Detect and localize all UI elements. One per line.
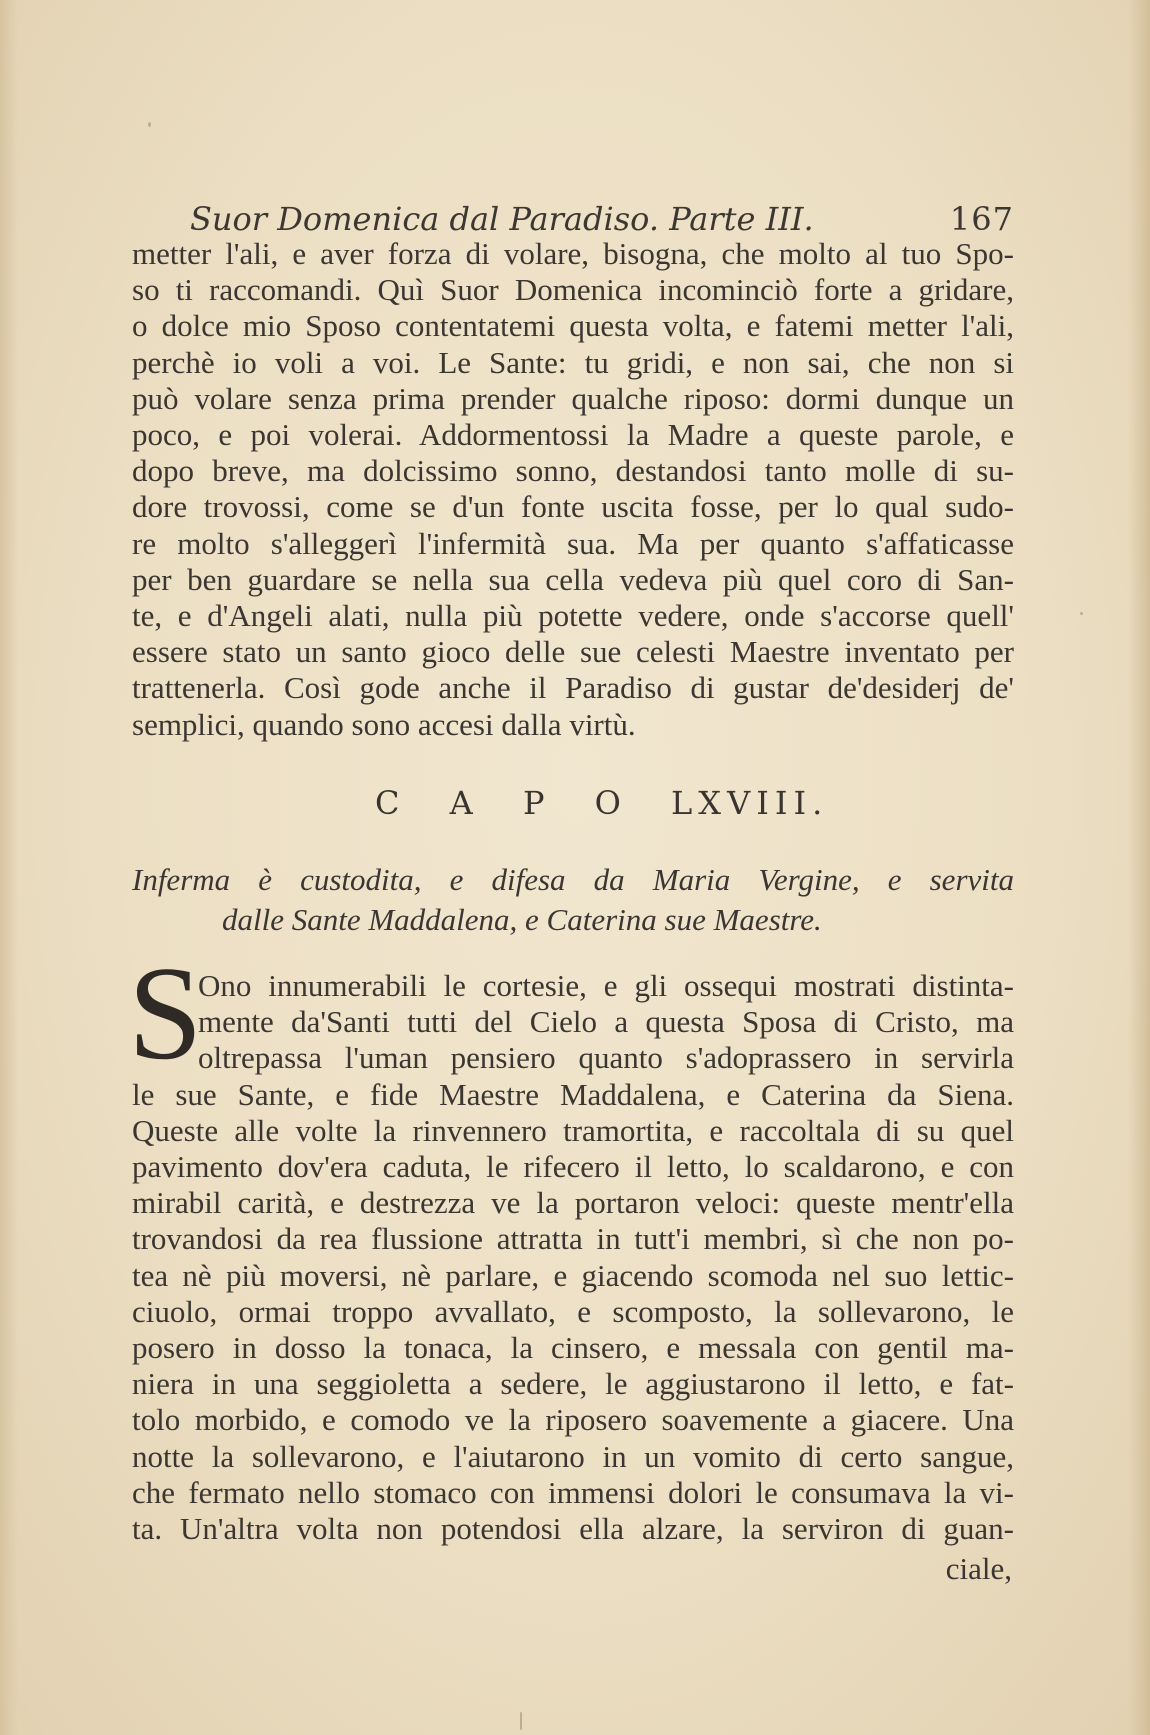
text-line: mente da'Santi tutti del Cielo a questa Sposa di Cristo, ma <box>198 1004 1014 1040</box>
text-line: essere stato un santo gioco delle sue celesti Maestre inventato per <box>132 634 1014 670</box>
text-line: re molto s'alleggerì l'infermità sua. Ma per quanto s'affaticasse <box>132 525 1014 561</box>
subtitle-line: Inferma è custodita, e difesa da Maria Vergine, e servita <box>132 862 1014 897</box>
catchword: ciale, <box>945 1551 1012 1586</box>
running-head <box>190 200 1014 238</box>
text-line: niera in una seggioletta a sedere, le aggiustarono il letto, e fat- <box>132 1366 1014 1402</box>
text-line: ciuolo, ormai troppo avvallato, e scomposto, la sollevarono, le <box>132 1293 1014 1329</box>
paper-speck <box>520 1712 522 1730</box>
chapter-heading: C A P O LXVIII. <box>375 784 829 822</box>
text-line: perchè io voli a voi. Le Sante: tu gridi, e non sai, che non si <box>132 344 1014 380</box>
text-line: ta. Un'altra volta non potendosi ella alzare, la serviron di guan- <box>132 1511 1014 1547</box>
text-line: o dolce mio Sposo contentatemi questa volta, e fatemi metter l'ali, <box>132 308 1014 344</box>
text-line: dopo breve, ma dolcissimo sonno, destandosi tanto molle di su- <box>132 453 1014 489</box>
text-line: mirabil carità, e destrezza ve la portaron veloci: queste mentr'ella <box>132 1185 1014 1221</box>
text-line: notte la sollevarono, e l'aiutarono in un vomito di certo sangue, <box>132 1438 1014 1474</box>
text-line: oltrepassa l'uman pensiero quanto s'adoprassero in servirla <box>198 1040 1014 1076</box>
text-line: tolo morbido, e comodo ve la riposero soavemente a giacere. Una <box>132 1402 1014 1438</box>
text-line: Queste alle volte la rinvennero tramortita, e raccoltala di su quel <box>132 1112 1014 1148</box>
page-number: 167 <box>949 200 1014 238</box>
text-line: può volare senza prima prender qualche riposo: dormi dunque un <box>132 380 1014 416</box>
text-line: che fermato nello stomaco con immensi dolori le consumava la vi- <box>132 1474 1014 1510</box>
text-line: metter l'ali, e aver forza di volare, bisogna, che molto al tuo Spo- <box>132 236 1014 271</box>
text-line: tea nè più moversi, nè parlare, e giacendo scomoda nel suo lettic- <box>132 1257 1014 1293</box>
page-edge-left <box>0 0 18 1735</box>
running-title: Suor Domenica dal Paradiso. Parte III. <box>190 200 814 238</box>
text-line: so ti raccomandi. Quì Suor Domenica incominciò forte a gridare, <box>132 272 1014 308</box>
text-line: semplici, quando sono accesi dalla virtù. <box>132 706 636 742</box>
text-line: per ben guardare se nella sua cella vedeva più quel coro di San- <box>132 561 1014 597</box>
text-line: poco, e poi volerai. Addormentossi la Madre a queste parole, e <box>132 417 1014 453</box>
drop-cap: S <box>128 939 203 1087</box>
chapter-subtitle <box>132 860 1014 940</box>
paper-speck <box>148 122 151 127</box>
text-line: trattenerla. Così gode anche il Paradiso di gustar de'desiderj de' <box>132 670 1014 706</box>
text-line: trovandosi da rea flussione attratta in tutt'i membri, sì che non po- <box>132 1221 1014 1257</box>
text-line: posero in dosso la tonaca, la cinsero, e messala con gentil ma- <box>132 1330 1014 1366</box>
text-line: pavimento dov'era caduta, le rifecero il letto, lo scaldarono, e con <box>132 1149 1014 1185</box>
paper-speck <box>1080 612 1083 615</box>
paragraph-2 <box>132 968 1014 1547</box>
paragraph-1 <box>132 236 1014 743</box>
subtitle-line: dalle Sante Maddalena, e Caterina sue Maestre. <box>222 902 822 937</box>
text-line: te, e d'Angeli alati, nulla più potette vedere, onde s'accorse quell' <box>132 598 1014 634</box>
text-line: le sue Sante, e fide Maestre Maddalena, e Caterina da Siena. <box>132 1076 1014 1112</box>
page-edge-right <box>1128 0 1150 1735</box>
text-line: dore trovossi, come se d'un fonte uscita fosse, per lo qual sudo- <box>132 489 1014 525</box>
text-line: Ono innumerabili le cortesie, e gli ossequi mostrati distinta- <box>198 968 1014 1003</box>
